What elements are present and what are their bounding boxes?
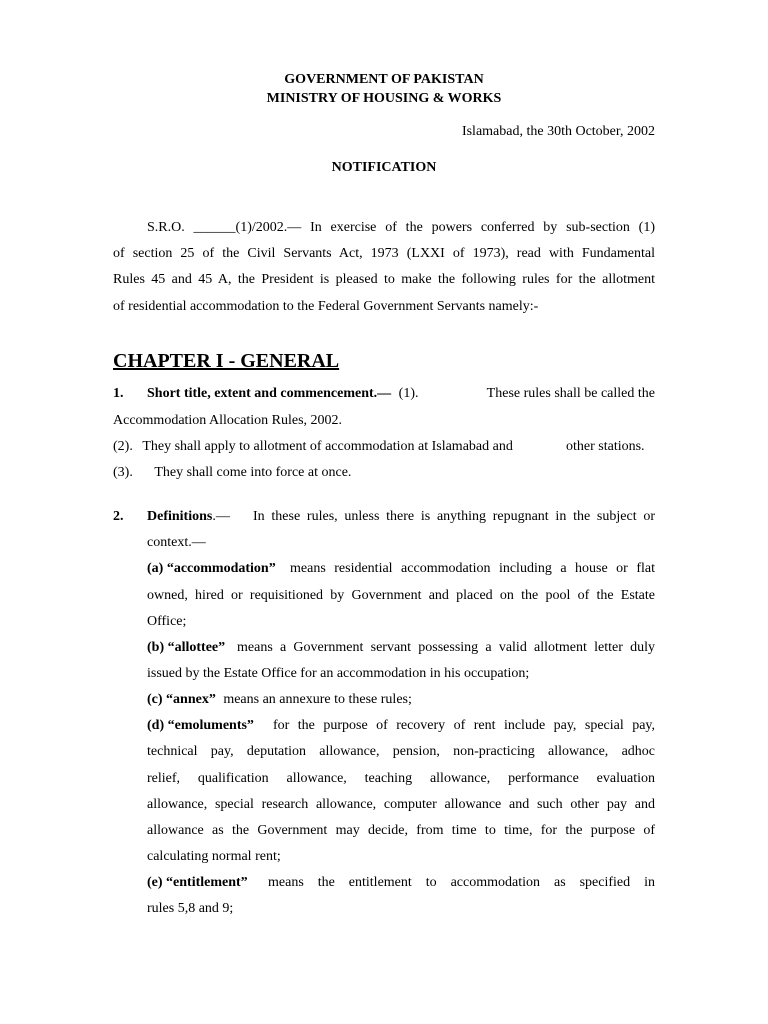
definition-a-text-3: Office; [147, 614, 187, 629]
definition-b-text-1: means a Government servant possessing a valid allotment letter duly [237, 640, 655, 655]
rule-1-text-2-end: other stations. [566, 439, 645, 454]
rule-2-number: 2. [113, 509, 124, 524]
rule-2-intro: In these rules, unless there is anything repugnant in the subject or [253, 509, 655, 524]
definition-d-text-2: technical pay, deputation allowance, pension, non-practicing allowance, adhoc [147, 744, 655, 759]
rule-2-intro-cont: context.— [147, 535, 206, 550]
definition-c-line [147, 691, 412, 709]
government-heading: GOVERNMENT OF PAKISTAN [284, 72, 484, 87]
definition-a-label: (a) “accommodation” [147, 561, 276, 576]
rule-1-text-3: They shall come into force at once. [154, 465, 352, 480]
definition-c-label: (c) “annex” [147, 692, 216, 707]
rule-1-sub-2-line [113, 438, 655, 456]
rule-1-sub-3: (3). [113, 465, 133, 480]
definition-e-text-2: rules 5,8 and 9; [147, 901, 234, 916]
definition-d-line-1 [147, 717, 655, 735]
definition-a-text-2: owned, hired or requisitioned by Government and placed on the pool of the Estate [147, 588, 655, 603]
definition-d-text-6: calculating normal rent; [147, 849, 281, 864]
definition-b-text-2: issued by the Estate Office for an accommodation in his occupation; [147, 666, 530, 681]
definition-d-text-4: allowance, special research allowance, computer allowance and such other pay and [147, 797, 655, 812]
ministry-heading: MINISTRY OF HOUSING & WORKS [266, 91, 502, 106]
date-line: Islamabad, the 30th October, 2002 [461, 124, 655, 139]
definition-b-line-1 [147, 639, 655, 657]
definition-c-text: means an annexure to these rules; [223, 692, 412, 707]
definition-b-label: (b) “allottee” [147, 640, 226, 655]
definition-d-text-3: relief, qualification allowance, teaching allowance, performance evaluation [147, 771, 655, 786]
preamble-line-3: Rules 45 and 45 A, the President is pleased to make the following rules for the allotment [113, 272, 655, 287]
rule-1-line [113, 385, 655, 403]
rule-1-sub-1: (1). [398, 386, 419, 401]
notification-title: NOTIFICATION [331, 160, 437, 175]
preamble-line-2: of section 25 of the Civil Servants Act, 1973 (LXXI of 1973), read with Fundamental [113, 246, 655, 261]
definition-e-text-1: means the entitlement to accommodation as specified in [268, 875, 655, 890]
rule-1-text-2: They shall apply to allotment of accommodation at Islamabad and [142, 439, 513, 454]
definition-a-text-1: means residential accommodation including a house or flat [290, 561, 655, 576]
definition-d-text-1: for the purpose of recovery of rent include pay, special pay, [273, 718, 655, 733]
rule-2-heading [147, 508, 230, 526]
chapter-heading: CHAPTER I - GENERAL [113, 350, 340, 372]
rule-1-number: 1. [113, 386, 124, 401]
rule-2-dash: .— [212, 509, 230, 524]
rule-2-line [113, 508, 655, 526]
rule-1-sub-3-line [113, 464, 351, 482]
rule-1-text-1: These rules shall be called the [486, 386, 655, 401]
preamble-line-4: of residential accommodation to the Federal Government Servants namely:- [113, 299, 539, 314]
definition-a-line-1 [147, 560, 655, 578]
preamble-line-1: S.R.O. ______(1)/2002.— In exercise of the powers conferred by sub-section (1) [147, 220, 655, 235]
rule-1-sub-2: (2). [113, 439, 133, 454]
definition-e-label: (e) “entitlement” [147, 875, 248, 890]
rule-1-heading: Short title, extent and commencement.— [147, 386, 392, 401]
definition-e-line-1 [147, 874, 655, 892]
definition-d-label: (d) “emoluments” [147, 718, 254, 733]
definition-d-text-5: allowance as the Government may decide, from time to time, for the purpose of [147, 823, 655, 838]
rule-1-text-1-cont: Accommodation Allocation Rules, 2002. [113, 413, 343, 428]
rule-2-heading-text: Definitions [147, 509, 213, 524]
